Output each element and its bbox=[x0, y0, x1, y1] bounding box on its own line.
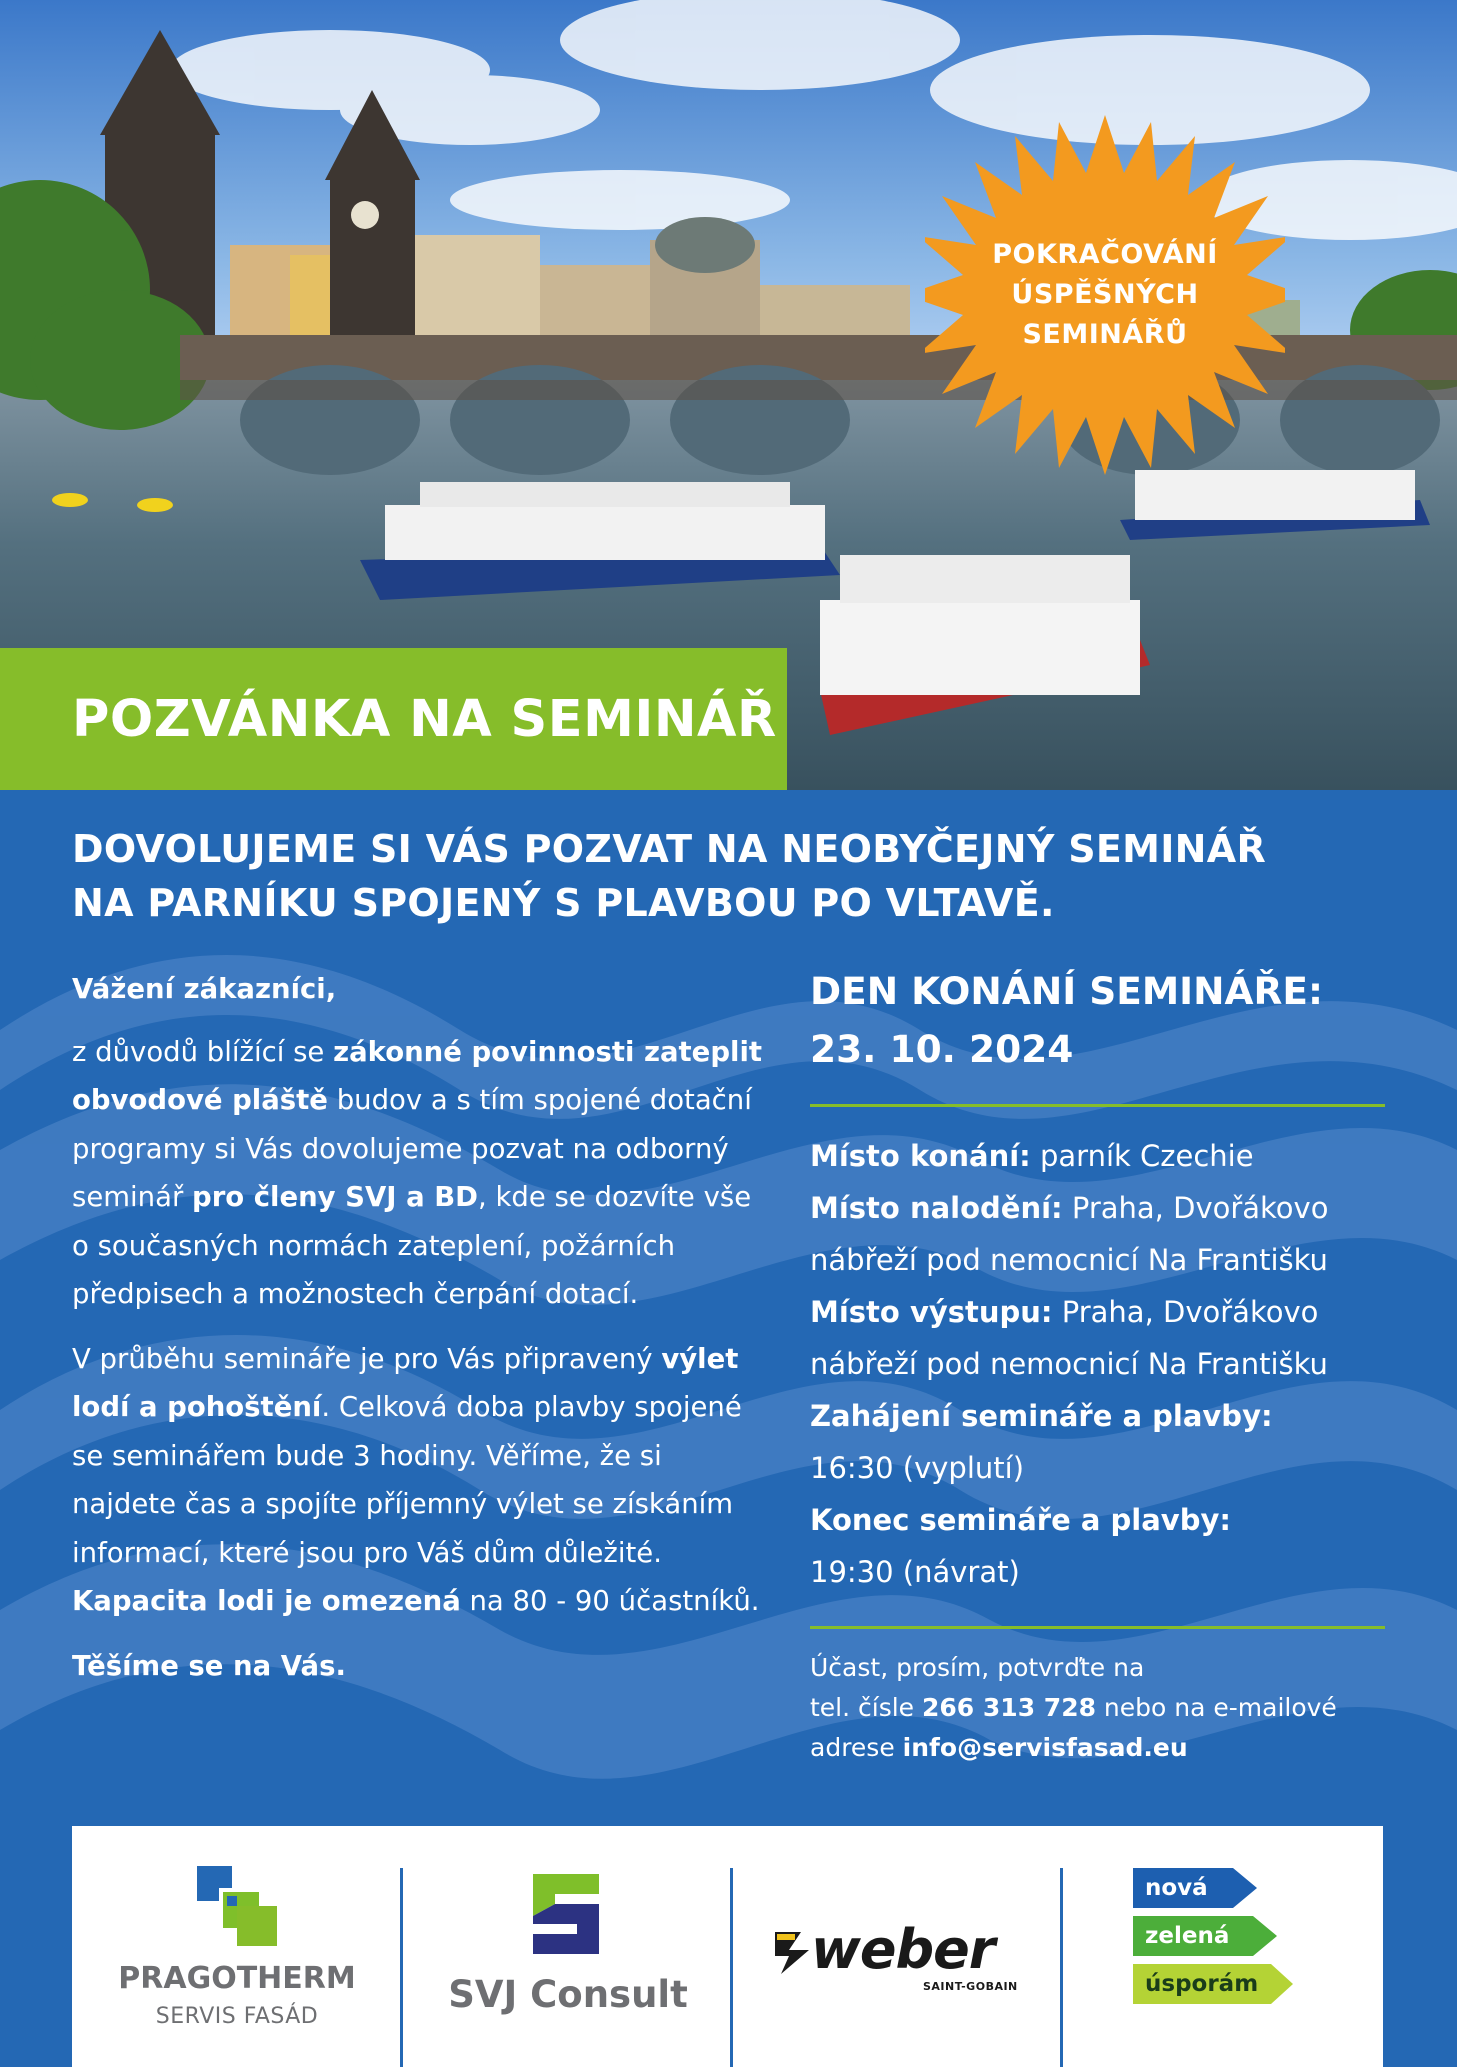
venue-value: parník Czechie bbox=[1030, 1139, 1254, 1173]
letter-closing: Těšíme se na Vás. bbox=[72, 1649, 346, 1682]
venue-label: Místo konání: bbox=[810, 1139, 1031, 1173]
letter-greeting: Vážení zákazníci, bbox=[72, 973, 337, 1005]
email-link[interactable]: info@servisfasad.eu bbox=[902, 1733, 1188, 1762]
invitation-headline bbox=[72, 822, 1392, 930]
svj-consult-logo bbox=[403, 1826, 733, 2067]
p2-text-c: . Celková doba plavby spojené se seminářem bude 3 hodiny. Věříme, že si najdete čas a spojíte příjemný výlet se získáním informací, které jsou pro Váš dům důležité. bbox=[72, 1391, 742, 1569]
disembark-row bbox=[810, 1286, 1385, 1390]
p2-text-e: na 80 - 90 účastníků. bbox=[460, 1585, 760, 1617]
weber-logo bbox=[733, 1826, 1063, 2067]
tel-prefix: tel. čísle bbox=[810, 1693, 923, 1722]
weber-swoosh-icon bbox=[773, 1928, 813, 1976]
banner-title: POZVÁNKA NA SEMINÁŘ bbox=[72, 689, 777, 749]
p1-text-e: , kde se dozvíte vše o současných normách zateplení, požárních předpisech a možnostech čerpání dotací. bbox=[72, 1181, 752, 1310]
disembark-value: Praha, Dvořákovo nábřeží pod nemocnicí Na Františku bbox=[810, 1295, 1328, 1381]
starburst-line-1: POKRAČOVÁNÍ bbox=[992, 239, 1218, 270]
rsvp-line-3 bbox=[810, 1728, 1385, 1768]
event-date: 23. 10. 2024 bbox=[810, 1027, 1074, 1071]
weber-saint-gobain: SAINT-GOBAIN bbox=[923, 1980, 1018, 1993]
end-label: Konec semináře a plavby: bbox=[810, 1503, 1231, 1537]
p1-text-a: z důvodů blížící se bbox=[72, 1035, 334, 1068]
nova-zelena-usporam-logo bbox=[1063, 1826, 1383, 2067]
pragotherm-mark-icon bbox=[197, 1866, 277, 1946]
pragotherm-subtitle: SERVIS FASÁD bbox=[155, 2004, 319, 2029]
invitation-banner bbox=[0, 648, 787, 790]
starburst-line-2: ÚSPĚŠNÝCH bbox=[1011, 279, 1199, 310]
nzu-nova: nová bbox=[1145, 1875, 1208, 1901]
rsvp-line-1: Účast, prosím, potvrďte na bbox=[810, 1653, 1145, 1682]
svj-consult-name: SVJ Consult bbox=[448, 1973, 688, 2016]
date-label: DEN KONÁNÍ SEMINÁŘE: bbox=[810, 969, 1324, 1013]
venue-row bbox=[810, 1130, 1385, 1182]
p1-text-c: budov a s tím spojené dotační programy si Vás dovolujeme pozvat na odborný seminář bbox=[72, 1084, 752, 1213]
divider-top bbox=[810, 1104, 1385, 1107]
event-details bbox=[810, 962, 1385, 1762]
nzu-zelena: zelená bbox=[1145, 1923, 1230, 1949]
continuation-starburst-badge bbox=[925, 115, 1285, 475]
divider-bottom bbox=[810, 1626, 1385, 1629]
start-value: 16:30 (vyplutí) bbox=[810, 1451, 1025, 1485]
p1-bold-audience: pro členy SVJ a BD bbox=[192, 1181, 478, 1213]
invitation-letter bbox=[72, 965, 772, 1690]
weber-wordmark: weber bbox=[811, 1918, 995, 1981]
headline-line-1: DOVOLUJEME SI VÁS POZVAT NA NEOBYČEJNÝ SEMINÁŘ bbox=[72, 827, 1267, 871]
svj-s-mark-icon bbox=[533, 1874, 603, 1954]
pragotherm-name: PRAGOTHERM bbox=[118, 1961, 356, 1996]
rsvp-mid-text: nebo na e-mailové bbox=[1095, 1693, 1337, 1722]
event-info-list bbox=[810, 1130, 1385, 1598]
boarding-row bbox=[810, 1182, 1385, 1286]
pragotherm-logo bbox=[72, 1826, 402, 2067]
nzu-usporam: úsporám bbox=[1145, 1971, 1259, 1997]
start-label: Zahájení semináře a plavby: bbox=[810, 1399, 1273, 1433]
boarding-value: Praha, Dvořákovo nábřeží pod nemocnicí Na Františku bbox=[810, 1191, 1329, 1277]
letter-paragraph-1 bbox=[72, 1028, 772, 1319]
headline-line-2: NA PARNÍKU SPOJENÝ S PLAVBOU PO VLTAVĚ. bbox=[72, 881, 1055, 925]
p1-bold-obligation: zákonné povinnosti zateplit obvodové pláště bbox=[72, 1035, 763, 1116]
starburst-line-3: SEMINÁŘŮ bbox=[1022, 319, 1188, 350]
date-heading bbox=[810, 962, 1385, 1078]
p2-bold-capacity: Kapacita lodi je omezená bbox=[72, 1585, 461, 1617]
address-prefix: adrese bbox=[810, 1733, 903, 1762]
partner-logos bbox=[72, 1826, 1383, 2067]
p2-bold-trip: výlet lodí a pohoštění bbox=[72, 1342, 739, 1423]
rsvp-line-2 bbox=[810, 1688, 1385, 1728]
rsvp-contact bbox=[810, 1648, 1385, 1768]
phone-number[interactable]: 266 313 728 bbox=[922, 1693, 1096, 1722]
end-value: 19:30 (návrat) bbox=[810, 1555, 1020, 1589]
disembark-label: Místo výstupu: bbox=[810, 1295, 1053, 1329]
letter-paragraph-2 bbox=[72, 1335, 772, 1626]
p2-text-a: V průběhu semináře je pro Vás připravený bbox=[72, 1342, 662, 1375]
boarding-label: Místo nalodění: bbox=[810, 1191, 1063, 1225]
